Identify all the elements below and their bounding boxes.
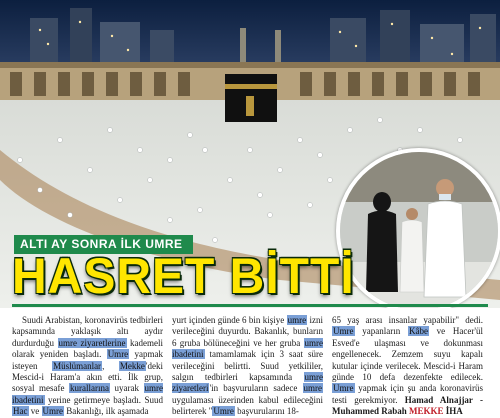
column-2	[172, 315, 323, 418]
highlight: Mekke	[119, 360, 145, 371]
paragraph: yurt içinden günde 6 bin kişiye umre izni verileceğini duyurdu. Bakanlık, bunların 6 gruba bölüneceğini ve her gruba umre ibadetini tamamlamak için 3 saat süre verileceğini belirtti. Suud yetkililer, salgın tedbirleri kapsamında umre ziyaretleri'in başvuruların sadece umre uygulaması üzerinden kabul edileceğini belirterek "Umre başvurularını 18-	[172, 315, 323, 417]
highlight: kurallarına	[70, 383, 109, 394]
highlight: umre ibadetini	[172, 337, 323, 360]
highlight: Müslümanlar	[53, 360, 102, 371]
highlight: Kâbe	[408, 326, 428, 337]
headline: HASRET BİTTİ	[12, 248, 355, 305]
paragraph: Suudi Arabistan, koronavirüs tedbirleri kapsamında yaklaşık altı aydır durdurduğu umre ziyaretlerine kademeli olarak yeniden başladı. Umre yapmak isteyen Müslümanlar, Mekke'deki Mescid-i Haram'a akın etti. İlk grup, sosyal mesafe kurallarına uyarak umre ibadetini yerine getirmeye başladı. Suud Hac ve Umre Bakanlığı, ilk aşamada	[12, 315, 164, 417]
highlight: umre ziyaretleri	[172, 372, 323, 394]
highlight: Umre	[333, 326, 354, 337]
highlight: Umre	[42, 406, 63, 417]
highlight: umre	[287, 315, 307, 325]
inset-photo	[336, 148, 500, 308]
pilgrims-image	[340, 152, 498, 308]
byline: Hamad Alnajjar - Muhammed Rabah	[332, 394, 483, 417]
highlight: umre ibadetini	[12, 383, 164, 405]
kicker-label: ALTI AY SONRA İLK UMRE	[14, 235, 193, 254]
highlight: Hac	[13, 406, 28, 417]
byline-city: MEKKE	[409, 406, 444, 417]
article-body	[12, 315, 488, 415]
divider	[12, 304, 488, 307]
paragraph: 65 yaş arası insanlar yapabilir" dedi. Umre yapanların Kâbe ve Hacer'ül Esved'e ulaşması ve dokunması engellenecek. Zemzem suyu kapalı kutular içinde verilecek. Mescid-i Haram günde 10 defa dezenfekte edilecek. Umre yapmak için şu anda koronavirüs testi gerekmiyor. Hamad Alnajjar - Muhammed Rabah MEKKE İHA	[332, 315, 484, 417]
highlight: umre	[303, 383, 322, 394]
highlight: Umre	[107, 349, 129, 360]
byline-agency: İHA	[445, 406, 463, 417]
highlight: umre ziyaretlerine	[58, 337, 126, 348]
highlight: Umre	[333, 383, 354, 394]
column-3	[332, 315, 483, 418]
column-1	[12, 315, 163, 418]
highlight: Umre	[213, 406, 234, 417]
